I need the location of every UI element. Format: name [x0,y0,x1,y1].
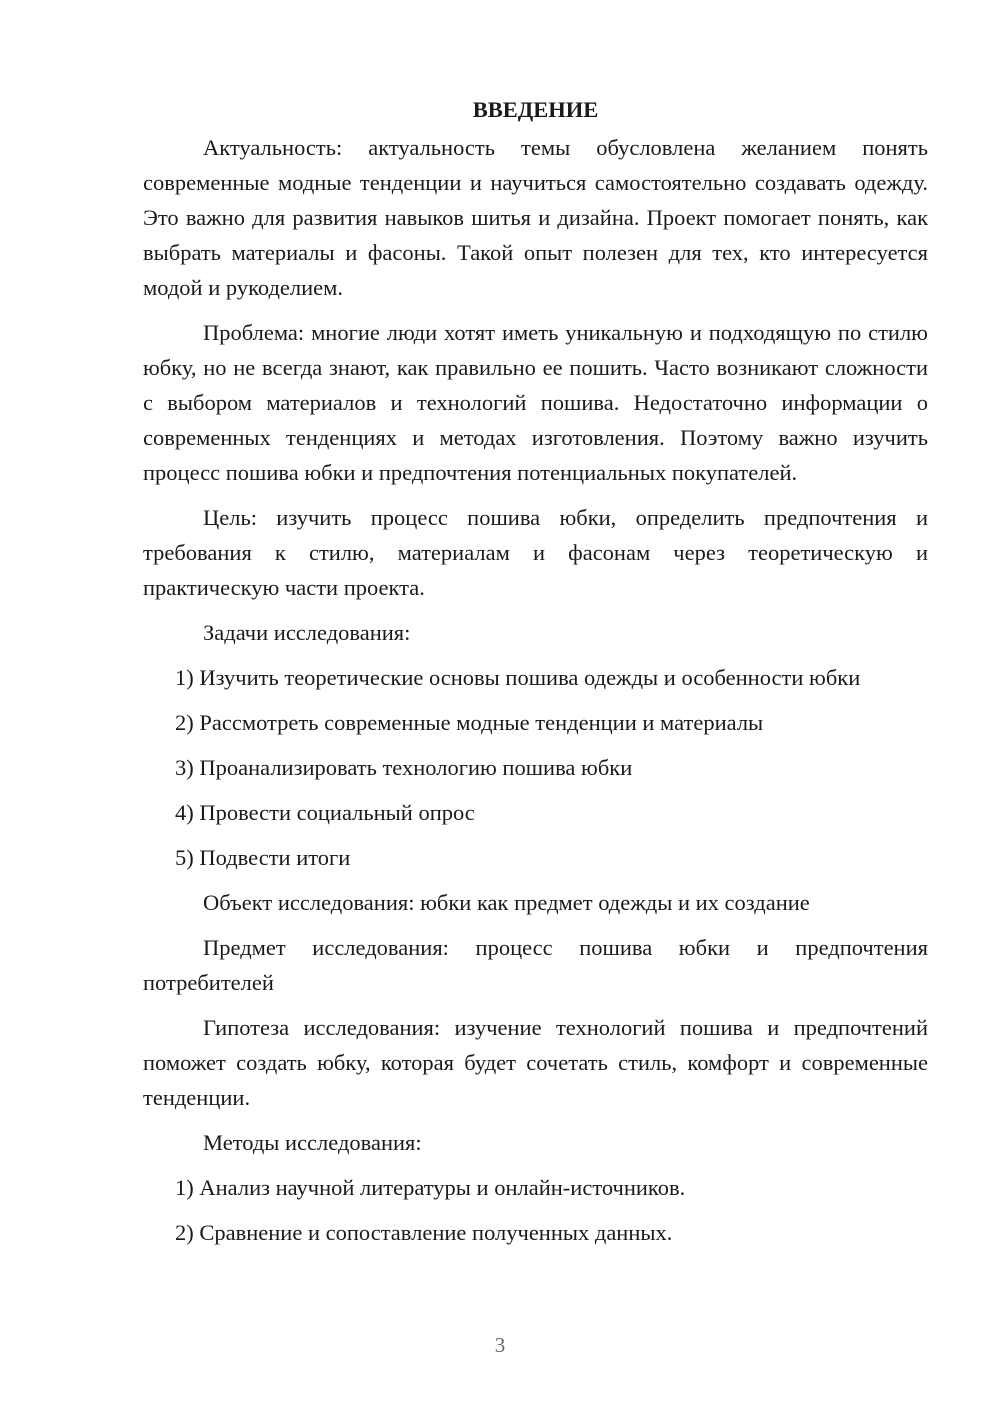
hypothesis-paragraph: Гипотеза исследования: изучение технологий пошива и предпочтений поможет создать юбку, которая будет сочетать стиль, комфорт и современные тенденции. [143,1015,928,1110]
methods-list [143,1170,928,1250]
task-item-5: 5) Подвести итоги [175,845,351,870]
tasks-heading: Задачи исследования: [203,620,411,645]
task-item-2: 2) Рассмотреть современные модные тенденции и материалы [175,710,764,735]
task-item-3: 3) Проанализировать технологию пошива юбки [175,755,633,780]
section-title: ВВЕДЕНИЕ [472,97,599,122]
goal-paragraph: Цель: изучить процесс пошива юбки, определить предпочтения и требования к стилю, материалам и фасонам через теоретическую и практическую части проекта. [143,505,928,600]
task-item-4: 4) Провести социальный опрос [175,800,475,825]
object-paragraph: Объект исследования: юбки как предмет одежды и их создание [203,890,810,915]
method-item-2: 2) Сравнение и сопоставление полученных данных. [175,1220,673,1245]
task-item-1: 1) Изучить теоретические основы пошива одежды и особенности юбки [175,665,861,690]
problem-paragraph: Проблема: многие люди хотят иметь уникальную и подходящую по стилю юбку, но не всегда знают, как правильно ее пошить. Часто возникают сложности с выбором материалов и технологий пошива. Недостаточно информации о современных тенденциях и методах изготовления. Поэтому важно изучить процесс пошива юбки и предпочтения потенциальных покупателей. [143,320,928,485]
relevance-paragraph: Актуальность: актуальность темы обусловлена желанием понять современные модные тенденции и научиться самостоятельно создавать одежду. Это важно для развития навыков шитья и дизайна. Проект помогает понять, как выбрать материалы и фасоны. Такой опыт полезен для тех, кто интересуется модой и рукоделием. [143,135,928,300]
document-page [143,92,928,1260]
page-number: 3 [494,1333,506,1357]
method-item-1: 1) Анализ научной литературы и онлайн-источников. [175,1175,686,1200]
tasks-list [143,660,928,875]
methods-heading: Методы исследования: [203,1130,422,1155]
subject-paragraph: Предмет исследования: процесс пошива юбки и предпочтения потребителей [143,935,928,995]
